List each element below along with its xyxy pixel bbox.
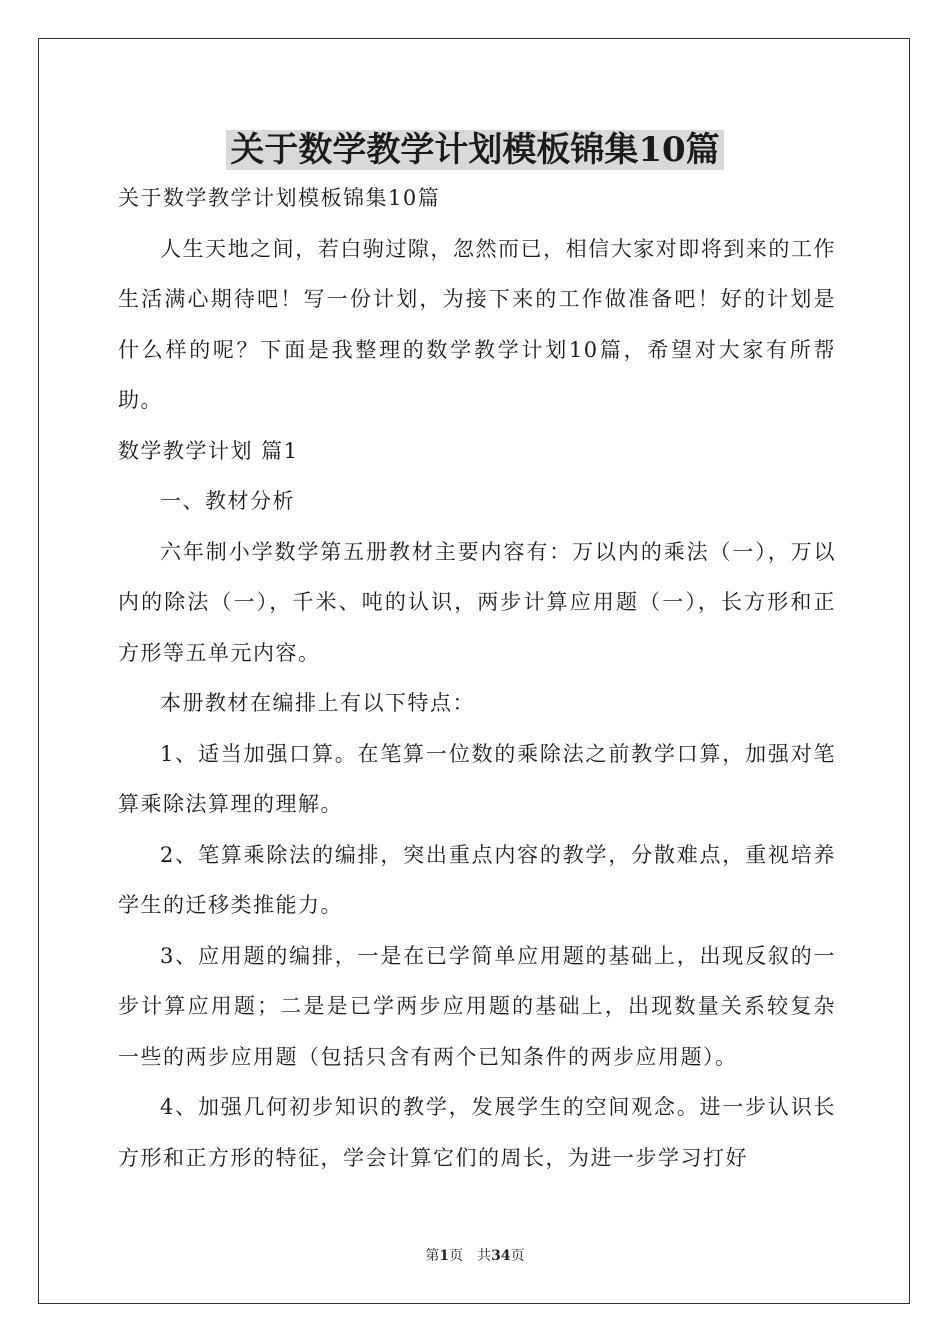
paragraph: 本册教材在编排上有以下特点： bbox=[160, 691, 475, 715]
total-pages: 34 bbox=[491, 1248, 511, 1264]
paragraph: 2、笔算乘除法的编排，突出重点内容的教学，分散难点，重视培养学生的迁移类推能力。 bbox=[118, 842, 836, 917]
page-footer bbox=[0, 1246, 950, 1266]
total-prefix: 共 bbox=[477, 1248, 492, 1264]
paragraph: 人生天地之间，若白驹过隙，忽然而已，相信大家对即将到来的工作生活满心期待吧！写一份计划，为接下来的工作做准备吧！好的计划是什么样的呢？下面是我整理的数学教学计划10篇，希望对大家有所帮助。 bbox=[118, 236, 836, 412]
document-title bbox=[0, 120, 950, 180]
paragraph: 1、适当加强口算。在笔算一位数的乘除法之前教学口算，加强对笔算乘除法算理的理解。 bbox=[118, 741, 836, 816]
section-heading: 数学教学计划 篇1 bbox=[118, 438, 299, 463]
document-title-text: 关于数学教学计划模板锦集10篇 bbox=[226, 130, 723, 170]
page-suffix: 页 bbox=[449, 1248, 464, 1264]
paragraph: 4、加强几何初步知识的教学，发展学生的空间观念。进一步认识长方形和正方形的特征，学会计算它们的周长，为进一步学习打好 bbox=[118, 1095, 836, 1170]
paragraph: 六年制小学数学第五册教材主要内容有：万以内的乘法（一），万以内的除法（一），千米、吨的认识，两步计算应用题（一），长方形和正方形等五单元内容。 bbox=[118, 539, 836, 665]
paragraph: 3、应用题的编排，一是在已学简单应用题的基础上，出现反叙的一步计算应用题；二是是已学两步应用题的基础上，出现数量关系较复杂一些的两步应用题（包括只含有两个已知条件的两步应用题）。 bbox=[118, 943, 836, 1069]
document-subtitle: 关于数学教学计划模板锦集10篇 bbox=[118, 186, 441, 210]
document-body bbox=[118, 173, 836, 1183]
page-prefix: 第 bbox=[425, 1248, 440, 1264]
page-number: 1 bbox=[439, 1248, 450, 1264]
total-suffix: 页 bbox=[510, 1248, 525, 1264]
paragraph: 一、教材分析 bbox=[160, 489, 295, 513]
